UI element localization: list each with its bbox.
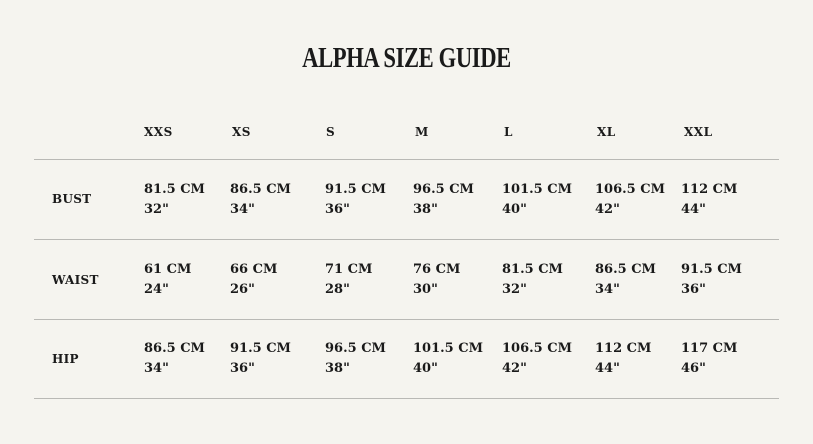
table-cell xyxy=(595,339,651,379)
table-cell xyxy=(681,180,737,220)
table-divider xyxy=(34,159,779,160)
cell-cm: 86.5 CM xyxy=(144,341,205,356)
cell-cm: 106.5 CM xyxy=(595,182,665,197)
cell-inch: 34" xyxy=(595,282,620,297)
table-cell xyxy=(144,180,205,220)
cell-inch: 32" xyxy=(144,202,169,217)
cell-cm: 91.5 CM xyxy=(325,182,386,197)
cell-inch: 42" xyxy=(502,361,527,376)
table-cell xyxy=(413,260,460,300)
cell-cm: 101.5 CM xyxy=(502,182,572,197)
cell-inch: 36" xyxy=(230,361,255,376)
cell-cm: 106.5 CM xyxy=(502,341,572,356)
cell-cm: 117 CM xyxy=(681,341,738,356)
row-label-waist: WAIST xyxy=(52,273,99,287)
cell-inch: 40" xyxy=(413,361,438,376)
size-header-l: L xyxy=(504,125,513,139)
cell-cm: 76 CM xyxy=(413,262,461,277)
cell-inch: 34" xyxy=(230,202,255,217)
table-cell xyxy=(325,260,372,300)
cell-cm: 101.5 CM xyxy=(413,341,483,356)
table-cell xyxy=(325,180,386,220)
table-cell xyxy=(230,339,291,379)
size-header-xxs: XXS xyxy=(144,125,173,139)
cell-inch: 44" xyxy=(595,361,620,376)
cell-inch: 46" xyxy=(681,361,706,376)
cell-inch: 28" xyxy=(325,282,350,297)
table-cell xyxy=(413,339,483,379)
cell-inch: 38" xyxy=(413,202,438,217)
table-cell xyxy=(413,180,474,220)
cell-cm: 71 CM xyxy=(325,262,373,277)
size-header-xl: XL xyxy=(597,125,616,139)
cell-inch: 42" xyxy=(595,202,620,217)
cell-inch: 26" xyxy=(230,282,255,297)
table-cell xyxy=(502,339,572,379)
cell-cm: 81.5 CM xyxy=(144,182,205,197)
table-divider xyxy=(34,239,779,240)
table-cell xyxy=(144,260,191,300)
table-cell xyxy=(502,260,563,300)
cell-cm: 61 CM xyxy=(144,262,192,277)
cell-inch: 30" xyxy=(413,282,438,297)
cell-cm: 112 CM xyxy=(595,341,652,356)
cell-inch: 24" xyxy=(144,282,169,297)
size-header-s: S xyxy=(326,125,336,139)
cell-cm: 86.5 CM xyxy=(230,182,291,197)
cell-cm: 86.5 CM xyxy=(595,262,656,277)
size-header-m: M xyxy=(415,125,429,139)
cell-inch: 32" xyxy=(502,282,527,297)
table-cell xyxy=(325,339,386,379)
table-cell xyxy=(230,260,277,300)
cell-cm: 112 CM xyxy=(681,182,738,197)
cell-inch: 34" xyxy=(144,361,169,376)
cell-cm: 96.5 CM xyxy=(325,341,386,356)
cell-inch: 36" xyxy=(681,282,706,297)
table-cell xyxy=(681,339,737,379)
cell-cm: 81.5 CM xyxy=(502,262,563,277)
cell-cm: 66 CM xyxy=(230,262,278,277)
page-title: ALPHA SIZE GUIDE xyxy=(302,42,511,74)
cell-cm: 91.5 CM xyxy=(230,341,291,356)
size-header-xxl: XXL xyxy=(684,125,713,139)
cell-cm: 96.5 CM xyxy=(413,182,474,197)
cell-inch: 44" xyxy=(681,202,706,217)
row-label-bust: BUST xyxy=(52,192,92,206)
cell-inch: 40" xyxy=(502,202,527,217)
cell-cm: 91.5 CM xyxy=(681,262,742,277)
row-label-hip: HIP xyxy=(52,352,79,366)
table-cell xyxy=(502,180,572,220)
table-cell xyxy=(144,339,205,379)
table-cell xyxy=(595,180,665,220)
table-cell xyxy=(681,260,742,300)
cell-inch: 38" xyxy=(325,361,350,376)
table-cell xyxy=(230,180,291,220)
size-header-xs: XS xyxy=(232,125,251,139)
table-cell xyxy=(595,260,656,300)
table-divider xyxy=(34,398,779,399)
cell-inch: 36" xyxy=(325,202,350,217)
table-divider xyxy=(34,319,779,320)
